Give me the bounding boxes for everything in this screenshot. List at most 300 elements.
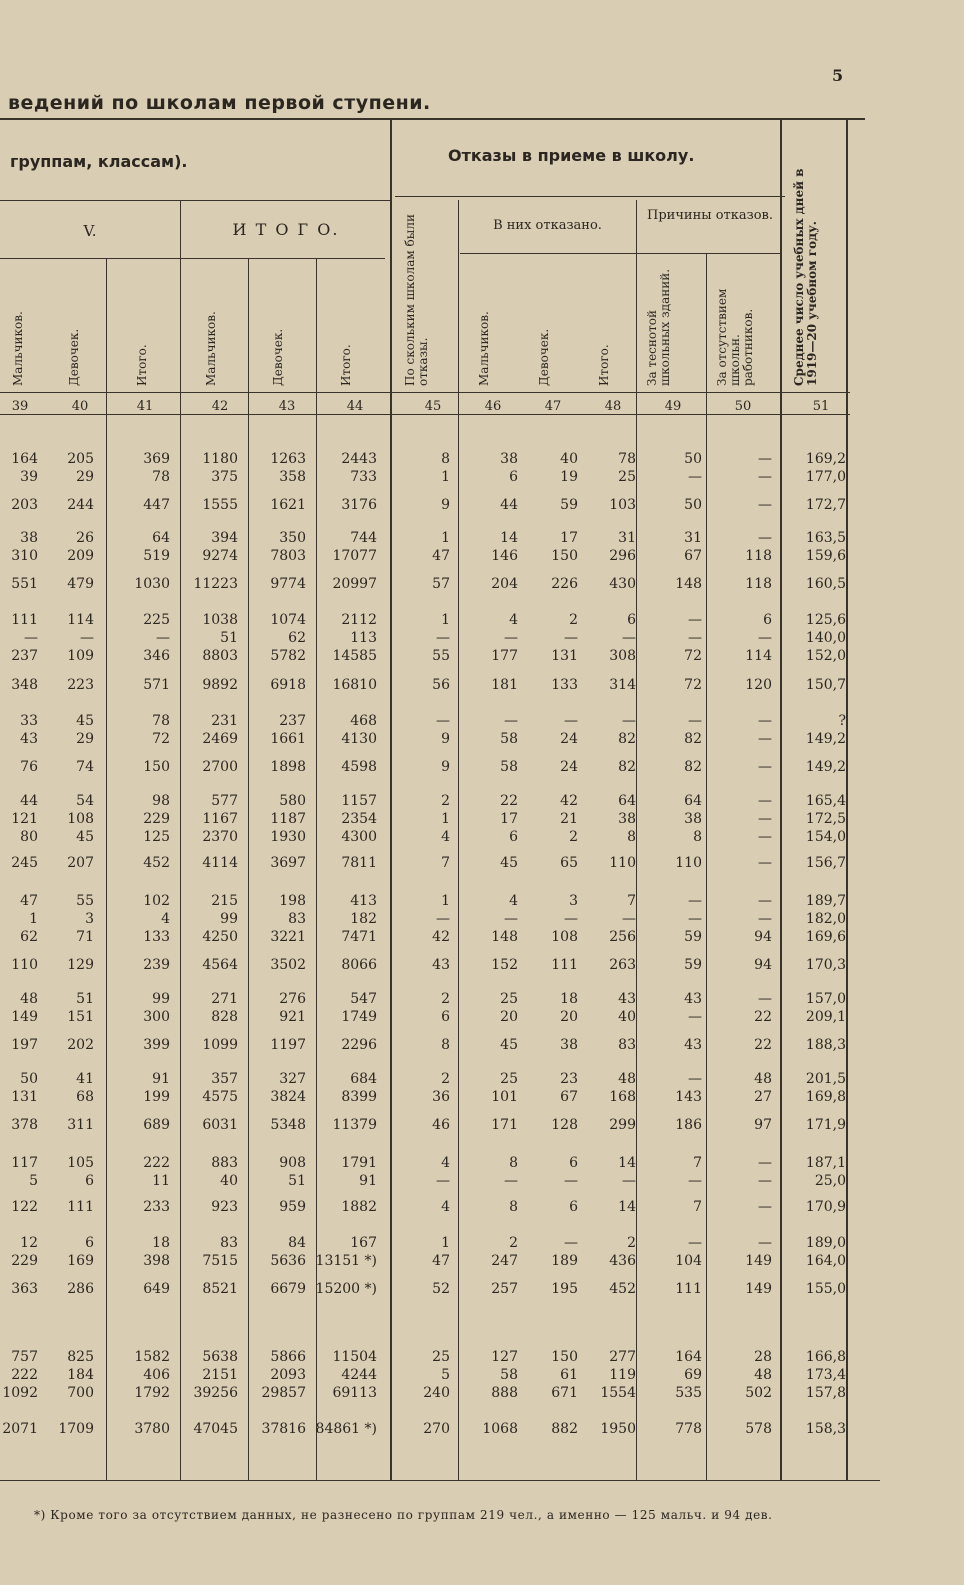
- table-cell: 131: [11, 1089, 38, 1105]
- table-cell: 921: [279, 1009, 306, 1025]
- table-cell: 186: [675, 1117, 702, 1133]
- table-row: [0, 957, 964, 975]
- table-cell: —: [688, 1071, 702, 1087]
- table-cell: 59: [684, 957, 702, 973]
- table-cell: 157,0: [805, 991, 846, 1007]
- table-row: [0, 576, 964, 594]
- table-cell: 26: [76, 530, 94, 546]
- table-cell: 129: [67, 957, 94, 973]
- table-cell: —: [564, 630, 578, 646]
- table-cell: 2071: [2, 1421, 38, 1437]
- table-cell: 9774: [270, 576, 306, 592]
- table-cell: 47: [432, 1253, 450, 1269]
- table-cell: 104: [675, 1253, 702, 1269]
- table-cell: 177,0: [805, 469, 846, 485]
- col-label-girls-refused: Девочек.: [537, 328, 551, 386]
- table-cell: 17: [560, 530, 578, 546]
- table-cell: 7471: [341, 929, 377, 945]
- table-cell: 6: [569, 1155, 578, 1171]
- table-cell: 4575: [202, 1089, 238, 1105]
- table-cell: 578: [745, 1421, 772, 1437]
- table-cell: 547: [350, 991, 377, 1007]
- table-cell: 38: [560, 1037, 578, 1053]
- table-cell: 38: [500, 451, 518, 467]
- table-cell: —: [564, 911, 578, 927]
- table-cell: 82: [618, 731, 636, 747]
- table-cell: 7: [441, 855, 450, 871]
- table-cell: 31: [684, 530, 702, 546]
- table-cell: 888: [491, 1385, 518, 1401]
- table-cell: 148: [491, 929, 518, 945]
- table-cell: —: [758, 991, 772, 1007]
- table-row: [0, 630, 964, 648]
- table-cell: —: [688, 469, 702, 485]
- table-cell: 237: [279, 713, 306, 729]
- table-cell: 1187: [270, 811, 306, 827]
- table-cell: 48: [618, 1071, 636, 1087]
- table-cell: 72: [152, 731, 170, 747]
- table-cell: 113: [350, 630, 377, 646]
- table-cell: 72: [684, 677, 702, 693]
- table-row: [0, 1349, 964, 1367]
- table-cell: 1180: [202, 451, 238, 467]
- table-cell: 7803: [270, 548, 306, 564]
- table-cell: 149,2: [805, 731, 846, 747]
- table-cell: 689: [143, 1117, 170, 1133]
- table-cell: 55: [76, 893, 94, 909]
- table-cell: 78: [152, 469, 170, 485]
- table-cell: 1: [441, 469, 450, 485]
- table-cell: 11: [152, 1173, 170, 1189]
- table-cell: 164: [11, 451, 38, 467]
- column-number: 51: [812, 399, 830, 414]
- table-cell: 1: [441, 530, 450, 546]
- table-cell: 173,4: [805, 1367, 846, 1383]
- table-cell: 2: [441, 793, 450, 809]
- table-cell: 84: [288, 1235, 306, 1251]
- table-row: [0, 1253, 964, 1271]
- table-cell: 1792: [134, 1385, 170, 1401]
- col-label-total-v: Итого.: [135, 344, 149, 386]
- table-cell: —: [758, 829, 772, 845]
- table-cell: 247: [491, 1253, 518, 1269]
- table-cell: 375: [211, 469, 238, 485]
- table-cell: 166,8: [805, 1349, 846, 1365]
- table-cell: 649: [143, 1281, 170, 1297]
- table-cell: 270: [423, 1421, 450, 1437]
- table-cell: 44: [20, 793, 38, 809]
- table-cell: 286: [67, 1281, 94, 1297]
- table-cell: 8: [509, 1199, 518, 1215]
- group-header-of-them-refused: В них отказано.: [493, 218, 602, 233]
- table-cell: 172,5: [805, 811, 846, 827]
- table-cell: 1197: [270, 1037, 306, 1053]
- table-cell: 2370: [202, 829, 238, 845]
- table-cell: 4300: [341, 829, 377, 845]
- table-cell: —: [688, 713, 702, 729]
- table-cell: —: [504, 1173, 518, 1189]
- table-cell: 363: [11, 1281, 38, 1297]
- table-cell: 50: [684, 451, 702, 467]
- table-cell: 47045: [193, 1421, 238, 1437]
- table-cell: 205: [67, 451, 94, 467]
- table-cell: 27: [754, 1089, 772, 1105]
- table-cell: 6: [569, 1199, 578, 1215]
- refusals-section-header: Отказы в приеме в школу.: [448, 146, 695, 165]
- table-cell: 25: [432, 1349, 450, 1365]
- table-cell: 1157: [341, 793, 377, 809]
- table-cell: 263: [609, 957, 636, 973]
- table-cell: 8521: [202, 1281, 238, 1297]
- table-cell: 140,0: [805, 630, 846, 646]
- table-cell: 111: [11, 612, 38, 628]
- table-cell: 8: [509, 1155, 518, 1171]
- table-cell: 4: [441, 1199, 450, 1215]
- table-cell: 40: [560, 451, 578, 467]
- table-cell: 348: [11, 677, 38, 693]
- table-cell: 828: [211, 1009, 238, 1025]
- table-cell: 5636: [270, 1253, 306, 1269]
- table-cell: 84861 *): [315, 1421, 377, 1437]
- table-cell: 58: [500, 731, 518, 747]
- table-cell: 62: [288, 630, 306, 646]
- table-cell: 308: [609, 648, 636, 664]
- table-cell: 83: [220, 1235, 238, 1251]
- table-cell: 479: [67, 576, 94, 592]
- table-cell: 188,3: [805, 1037, 846, 1053]
- table-cell: 11223: [193, 576, 238, 592]
- table-cell: 209: [67, 548, 94, 564]
- table-cell: 4114: [202, 855, 238, 871]
- table-cell: 67: [684, 548, 702, 564]
- table-cell: —: [436, 630, 450, 646]
- column-number: 42: [211, 399, 229, 414]
- table-row: [0, 469, 964, 487]
- table-cell: 959: [279, 1199, 306, 1215]
- table-cell: 358: [279, 469, 306, 485]
- table-cell: 160,5: [805, 576, 846, 592]
- table-cell: 149: [745, 1281, 772, 1297]
- table-row: [0, 1235, 964, 1253]
- table-cell: 923: [211, 1199, 238, 1215]
- table-cell: 436: [609, 1253, 636, 1269]
- table-row: [0, 648, 964, 666]
- table-cell: 22: [500, 793, 518, 809]
- table-cell: 580: [279, 793, 306, 809]
- table-cell: 399: [143, 1037, 170, 1053]
- table-row: [0, 1421, 964, 1439]
- table-cell: 13151 *): [315, 1253, 377, 1269]
- table-cell: 17077: [332, 548, 377, 564]
- page-number: 5: [832, 66, 844, 85]
- table-cell: —: [80, 630, 94, 646]
- table-cell: 57: [432, 576, 450, 592]
- table-cell: 98: [152, 793, 170, 809]
- table-cell: 300: [143, 1009, 170, 1025]
- table-cell: 152,0: [805, 648, 846, 664]
- table-cell: 202: [67, 1037, 94, 1053]
- table-cell: 1554: [600, 1385, 636, 1401]
- table-cell: 4564: [202, 957, 238, 973]
- table-cell: 150,7: [805, 677, 846, 693]
- table-cell: 83: [618, 1037, 636, 1053]
- table-cell: 519: [143, 548, 170, 564]
- table-cell: 18: [560, 991, 578, 1007]
- table-cell: 883: [211, 1155, 238, 1171]
- table-cell: 43: [684, 1037, 702, 1053]
- col-label-total-refused: Итого.: [597, 344, 611, 386]
- table-cell: 6: [85, 1235, 94, 1251]
- table-cell: 5: [441, 1367, 450, 1383]
- table-cell: 468: [350, 713, 377, 729]
- table-cell: 327: [279, 1071, 306, 1087]
- table-cell: —: [758, 759, 772, 775]
- table-cell: —: [758, 1173, 772, 1189]
- table-cell: 20: [500, 1009, 518, 1025]
- table-cell: 50: [684, 497, 702, 513]
- group-header-refused-schools: По скольким школам были отказы.: [403, 214, 430, 386]
- table-cell: 94: [754, 929, 772, 945]
- table-cell: 757: [11, 1349, 38, 1365]
- table-cell: 156,7: [805, 855, 846, 871]
- table-cell: 74: [76, 759, 94, 775]
- table-cell: 23: [560, 1071, 578, 1087]
- table-cell: 310: [11, 548, 38, 564]
- table-cell: 7: [693, 1199, 702, 1215]
- table-cell: 37816: [261, 1421, 306, 1437]
- table-cell: 38: [684, 811, 702, 827]
- table-cell: 229: [11, 1253, 38, 1269]
- column-number: 40: [71, 399, 89, 414]
- table-cell: 83: [288, 911, 306, 927]
- table-cell: 225: [143, 612, 170, 628]
- table-cell: 744: [350, 530, 377, 546]
- table-cell: 62: [20, 929, 38, 945]
- table-cell: 40: [220, 1173, 238, 1189]
- table-cell: 58: [500, 759, 518, 775]
- table-cell: 127: [491, 1349, 518, 1365]
- table-cell: —: [688, 1009, 702, 1025]
- table-cell: 114: [67, 612, 94, 628]
- table-cell: —: [758, 731, 772, 747]
- table-cell: 121: [11, 811, 38, 827]
- table-cell: 14585: [332, 648, 377, 664]
- table-cell: 111: [675, 1281, 702, 1297]
- table-cell: 71: [76, 929, 94, 945]
- table-cell: 7: [627, 893, 636, 909]
- table-cell: 168: [609, 1089, 636, 1105]
- table-cell: 69113: [332, 1385, 377, 1401]
- table-cell: 61: [560, 1367, 578, 1383]
- col-label-boys-v: Мальчиков.: [11, 311, 25, 386]
- table-cell: 1263: [270, 451, 306, 467]
- table-cell: 149,2: [805, 759, 846, 775]
- table-cell: 43: [432, 957, 450, 973]
- table-cell: —: [436, 911, 450, 927]
- table-cell: 189: [551, 1253, 578, 1269]
- table-cell: 42: [560, 793, 578, 809]
- table-cell: —: [688, 612, 702, 628]
- table-cell: 177: [491, 648, 518, 664]
- table-cell: 1661: [270, 731, 306, 747]
- table-cell: 233: [143, 1199, 170, 1215]
- table-cell: 58: [500, 1367, 518, 1383]
- table-row: [0, 911, 964, 929]
- table-cell: 671: [551, 1385, 578, 1401]
- table-cell: —: [622, 713, 636, 729]
- table-cell: —: [758, 1155, 772, 1171]
- table-cell: 6: [763, 612, 772, 628]
- table-cell: 110: [11, 957, 38, 973]
- table-cell: 7811: [341, 855, 377, 871]
- group-header-avg-days: Среднее число учебных дней в 1919—20 учебном году.: [792, 168, 819, 386]
- table-cell: 369: [143, 451, 170, 467]
- table-cell: 109: [67, 648, 94, 664]
- table-cell: 45: [500, 855, 518, 871]
- table-cell: —: [622, 630, 636, 646]
- table-cell: 9: [441, 497, 450, 513]
- table-cell: 535: [675, 1385, 702, 1401]
- table-cell: 9274: [202, 548, 238, 564]
- table-cell: 150: [143, 759, 170, 775]
- table-cell: 4250: [202, 929, 238, 945]
- table-cell: —: [504, 630, 518, 646]
- table-cell: —: [564, 1173, 578, 1189]
- table-cell: 700: [67, 1385, 94, 1401]
- table-cell: 257: [491, 1281, 518, 1297]
- table-cell: 2: [509, 1235, 518, 1251]
- table-cell: 25: [500, 991, 518, 1007]
- table-cell: 103: [609, 497, 636, 513]
- table-cell: 1038: [202, 612, 238, 628]
- table-cell: 2700: [202, 759, 238, 775]
- table-cell: 311: [67, 1117, 94, 1133]
- footnote: *) Кроме того за отсутствием данных, не разнесено по группам 219 чел., а именно — 125 мальч. и 94 дев.: [34, 1508, 773, 1522]
- table-cell: 1092: [2, 1385, 38, 1401]
- table-cell: 2: [441, 1071, 450, 1087]
- table-cell: 187,1: [805, 1155, 846, 1171]
- table-cell: 143: [675, 1089, 702, 1105]
- table-cell: 198: [279, 893, 306, 909]
- table-cell: 314: [609, 677, 636, 693]
- table-cell: 148: [675, 576, 702, 592]
- table-cell: 276: [279, 991, 306, 1007]
- table-cell: 18: [152, 1235, 170, 1251]
- table-cell: 357: [211, 1071, 238, 1087]
- table-cell: —: [758, 497, 772, 513]
- table-cell: —: [758, 451, 772, 467]
- table-cell: 189,0: [805, 1235, 846, 1251]
- table-cell: 22: [754, 1009, 772, 1025]
- table-row: [0, 1117, 964, 1135]
- table-cell: 59: [684, 929, 702, 945]
- table-cell: 91: [359, 1173, 377, 1189]
- table-cell: 22: [754, 1037, 772, 1053]
- table-cell: 110: [675, 855, 702, 871]
- table-cell: 102: [143, 893, 170, 909]
- table-cell: 882: [551, 1421, 578, 1437]
- table-cell: 94: [754, 957, 772, 973]
- table-cell: 122: [11, 1199, 38, 1215]
- left-section-header: группам, классам).: [10, 152, 188, 171]
- table-cell: 54: [76, 793, 94, 809]
- table-cell: 3: [569, 893, 578, 909]
- table-cell: 181: [491, 677, 518, 693]
- table-cell: 577: [211, 793, 238, 809]
- table-cell: 3: [85, 911, 94, 927]
- table-row: [0, 855, 964, 873]
- table-cell: 82: [618, 759, 636, 775]
- table-cell: 20997: [332, 576, 377, 592]
- table-row: [0, 1367, 964, 1385]
- table-cell: 151: [67, 1009, 94, 1025]
- table-row: [0, 1385, 964, 1403]
- table-row: [0, 793, 964, 811]
- table-row: [0, 1037, 964, 1055]
- table-cell: 149: [745, 1253, 772, 1269]
- table-cell: 43: [618, 991, 636, 1007]
- table-cell: 406: [143, 1367, 170, 1383]
- col-label-girls-v: Девочек.: [67, 328, 81, 386]
- table-cell: —: [758, 530, 772, 546]
- table-cell: 170,3: [805, 957, 846, 973]
- table-cell: 164: [675, 1349, 702, 1365]
- table-cell: 2296: [341, 1037, 377, 1053]
- table-cell: 277: [609, 1349, 636, 1365]
- table-cell: 9: [441, 731, 450, 747]
- table-cell: 69: [684, 1367, 702, 1383]
- table-cell: 245: [11, 855, 38, 871]
- table-row: [0, 1199, 964, 1217]
- table-cell: 125,6: [805, 612, 846, 628]
- table-cell: 169,6: [805, 929, 846, 945]
- table-cell: 45: [76, 829, 94, 845]
- table-cell: 3176: [341, 497, 377, 513]
- table-row: [0, 1071, 964, 1089]
- table-cell: 45: [76, 713, 94, 729]
- table-cell: 4: [441, 1155, 450, 1171]
- table-cell: 199: [143, 1089, 170, 1105]
- table-cell: 201,5: [805, 1071, 846, 1087]
- table-cell: 78: [152, 713, 170, 729]
- table-cell: 1930: [270, 829, 306, 845]
- table-cell: —: [622, 911, 636, 927]
- table-cell: 1555: [202, 497, 238, 513]
- table-cell: 6679: [270, 1281, 306, 1297]
- table-cell: —: [504, 911, 518, 927]
- table-cell: 6: [85, 1173, 94, 1189]
- table-cell: 398: [143, 1253, 170, 1269]
- table-cell: 48: [754, 1367, 772, 1383]
- table-cell: —: [688, 1173, 702, 1189]
- table-cell: 8: [693, 829, 702, 845]
- table-cell: —: [688, 630, 702, 646]
- table-cell: 8: [441, 1037, 450, 1053]
- table-cell: 226: [551, 576, 578, 592]
- table-cell: 125: [143, 829, 170, 845]
- table-cell: 51: [76, 991, 94, 1007]
- table-cell: 3502: [270, 957, 306, 973]
- table-row: [0, 612, 964, 630]
- table-cell: 3824: [270, 1089, 306, 1105]
- table-cell: 215: [211, 893, 238, 909]
- table-cell: 11504: [332, 1349, 377, 1365]
- table-cell: 64: [152, 530, 170, 546]
- table-cell: 1099: [202, 1037, 238, 1053]
- table-cell: 47: [432, 548, 450, 564]
- table-cell: 7: [693, 1155, 702, 1171]
- table-cell: 3780: [134, 1421, 170, 1437]
